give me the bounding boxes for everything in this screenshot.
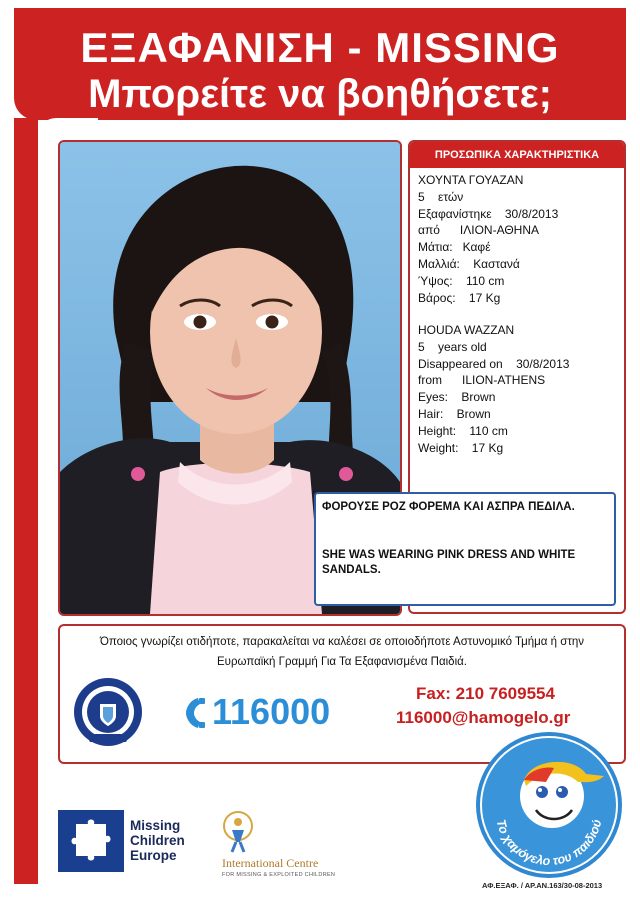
detail-row: Weight: 17 Kg [418,440,504,455]
detail-row: Εξαφανίστηκε 30/8/2013 [418,206,559,221]
detail-row: Μάτια: Καφέ [418,240,491,255]
detail-row: Hair: Brown [418,406,491,421]
poster-subtitle: Μπορείτε να βοηθήσετε; [88,72,552,116]
detail-row: από ΙΛΙΟΝ-ΑΘΗΝΑ [418,223,539,238]
clothing-description [314,492,616,606]
reference-code: ΑΦ.ΕΞΑΦ. / ΑΡ.ΑΝ.163/30-08-2013 [482,881,603,890]
detail-row: 5 years old [418,339,487,354]
detail-row: HOUDA WAZZAN [418,323,515,337]
clothing-english: SHE WAS WEARING PINK DRESS AND WHITE SANDALS. [322,549,576,576]
detail-row: ΧΟΥΝΤΑ ΓΟΥΑΖΑΝ [418,173,524,187]
title-banner [14,8,626,120]
fax-number: Fax: 210 7609554 [416,684,555,703]
detail-row: from ILION-ATHENS [418,373,546,388]
greek-details [418,172,558,306]
mce-line: Children [130,833,185,848]
contact-email[interactable]: 116000@hamogelo.gr [396,708,571,727]
missing-children-europe-logo [58,810,124,872]
icmec-logo-icon [220,808,260,858]
contact-line-2: Ευρωπαϊκή Γραμμή Για Τα Εξαφανισμένα Παιδιά. [217,656,467,668]
hellenic-police-logo [72,676,144,748]
mce-line: Missing [130,818,181,833]
icmec-subtitle: FOR MISSING & EXPLOITED CHILDREN [222,872,336,878]
smile-logo-text: Το χαμόγελο του παιδιού [493,818,605,869]
poster-title: ΕΞΑΦΑΝΙΣΗ - MISSING [80,24,560,71]
phone-icon [184,696,206,730]
detail-row: Ύψος: 110 cm [418,273,505,288]
detail-row: Μαλλιά: Καστανά [418,256,520,271]
detail-row: Eyes: Brown [418,390,496,405]
clothing-greek: ΦΟΡΟΥΣΕ ΡΟΖ ΦΟΡΕΜΑ ΚΑΙ ΑΣΠΡΑ ΠΕΔΙΛΑ. [322,501,575,513]
detail-row: 5 ετών [418,189,464,204]
detail-row: Βάρος: 17 Kg [418,290,501,305]
mce-line: Europe [130,848,177,863]
banner-corner [38,118,98,138]
english-details [418,322,569,456]
icmec-name: International Centre [222,856,319,870]
hotline-number[interactable]: 116000 [212,691,331,732]
contact-instructions [70,632,614,672]
left-accent-bar [14,118,38,884]
smile-of-the-child-logo [474,730,624,880]
personal-details-header: ΠΡΟΣΩΠΙΚΑ ΧΑΡΑΚΤΗΡΙΣΤΙΚΑ [410,142,624,168]
detail-row: Height: 110 cm [418,423,508,438]
detail-row: Disappeared on 30/8/2013 [418,356,570,371]
mce-wordmark [130,818,185,863]
puzzle-icon [58,810,124,872]
contact-line-1: Όποιος γνωρίζει οτιδήποτε, παρακαλείται να καλέσει σε οποιοδήποτε Αστυνομικό Τμήμα ή στην [99,636,585,648]
